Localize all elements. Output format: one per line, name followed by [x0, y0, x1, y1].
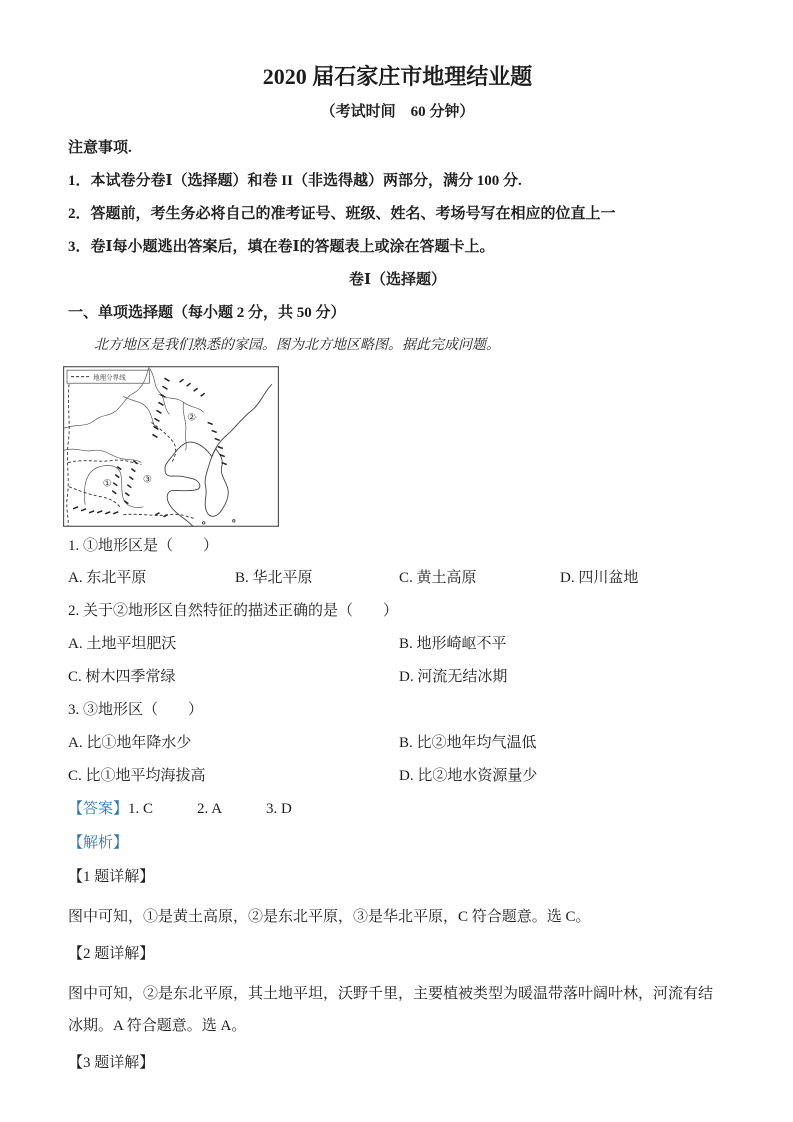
marker-region-3: ③ [142, 474, 152, 486]
explanation-2-text: 图中可知，②是东北平原，其土地平坦，沃野千里，主要植被类型为暖温带落叶阔叶林，河流有结冰期。A 符合题意。选 A。 [68, 986, 714, 1034]
explanation-3-heading: 【3 题详解】 [68, 1055, 155, 1071]
question-2-options-row-2 [68, 668, 727, 687]
q2-option-c: C. 树木四季常绿 [68, 669, 176, 685]
north-china-map-figure [63, 366, 279, 527]
analysis-label: 【解析】 [68, 835, 129, 851]
answer-q1: 1. C [128, 801, 154, 817]
question-1-stem: 1. ①地形区是（ ） [68, 538, 219, 554]
q1-option-d: D. 四川盆地 [560, 570, 639, 586]
q1-option-a: A. 东北平原 [68, 570, 147, 586]
explanation-2-heading: 【2 题详解】 [68, 946, 155, 962]
page-title: 2020 届石家庄市地理结业题 [262, 64, 533, 89]
explanation-1-heading: 【1 题详解】 [68, 869, 155, 885]
notice-item-2: 2．答题前，考生务必将自己的准考证号、班级、姓名、考场号写在相应的位直上一 [68, 206, 616, 222]
q3-option-a: A. 比①地年降水少 [68, 735, 192, 751]
notice-item-3: 3．卷Ⅰ每小题逃出答案后，填在卷Ⅰ的答题表上或涂在答题卡上。 [68, 239, 495, 255]
q3-option-c: C. 比①地平均海拔高 [68, 768, 206, 784]
map-legend [67, 370, 149, 383]
map-division-lines [67, 384, 196, 526]
q3-option-b: B. 比②地年均气温低 [399, 735, 537, 751]
q2-option-b: B. 地形崎岖不平 [399, 636, 507, 652]
q2-option-d: D. 河流无结冰期 [399, 669, 508, 685]
marker-region-1: ① [102, 478, 112, 490]
q3-option-d: D. 比②地水资源量少 [399, 768, 538, 784]
question-2-options-row-1 [68, 635, 727, 654]
question-1-options [68, 569, 727, 588]
answer-line [68, 800, 727, 819]
section-heading: 一、单项选择题（每小题 2 分，共 50 分） [68, 305, 346, 321]
answer-label: 【答案】 [68, 801, 129, 817]
map-region-markers [103, 412, 196, 489]
question-group-intro: 北方地区是我们熟悉的家园。图为北方地区略图。据此完成问题。 [94, 338, 500, 353]
part1-title: 卷Ⅰ（选择题） [348, 272, 447, 288]
q1-option-b: B. 华北平原 [235, 570, 313, 586]
question-2-stem: 2. 关于②地形区自然特征的描述正确的是（ ） [68, 603, 399, 619]
question-3-stem: 3. ③地形区（ ） [68, 702, 204, 718]
notice-heading: 注意事项. [68, 140, 132, 156]
notice-item-1: 1．本试卷分卷Ⅰ（选择题）和卷 II（非选得越）两部分，满分 100 分. [68, 173, 522, 189]
map-sketch [63, 366, 279, 527]
legend-label: 地理分界线 [93, 373, 126, 382]
exam-time-subtitle: （考试时间 60 分钟） [320, 104, 475, 120]
map-coastline [165, 384, 272, 527]
question-3-options-row-2 [68, 767, 727, 786]
answer-q3: 3. D [266, 801, 292, 817]
q1-option-c: C. 黄土高原 [399, 570, 477, 586]
q2-option-a: A. 土地平坦肥沃 [68, 636, 177, 652]
map-border [64, 367, 279, 527]
marker-region-2: ② [187, 412, 197, 424]
explanation-1-text: 图中可知，①是黄土高原，②是东北平原，③是华北平原，C 符合题意。选 C。 [68, 909, 591, 925]
question-3-options-row-1 [68, 734, 727, 753]
answer-q2: 2. A [197, 801, 223, 817]
